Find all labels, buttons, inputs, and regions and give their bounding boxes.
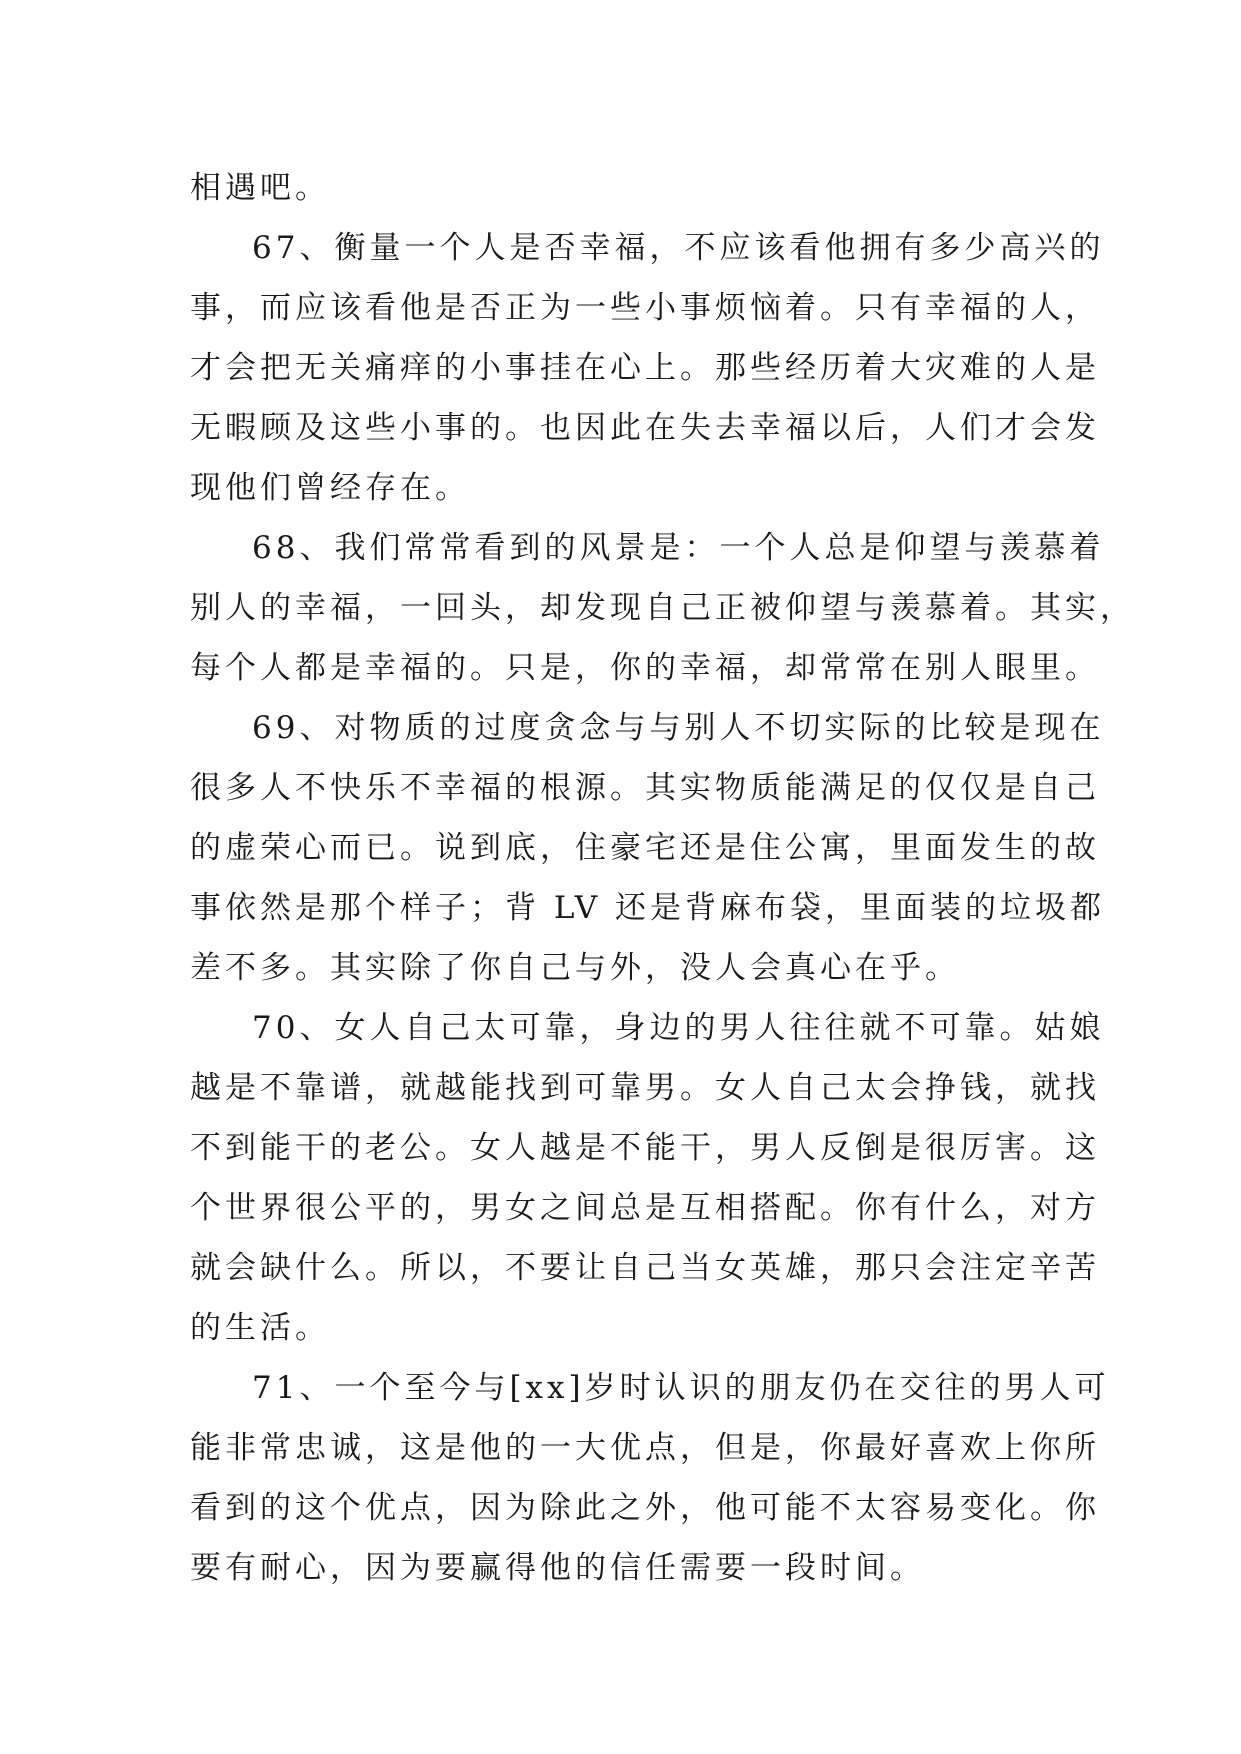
text-line: 才会把无关痛痒的小事挂在心上。那些经历着大灾难的人是 [190, 350, 1100, 386]
text-line: 越是不靠谱，就越能找到可靠男。女人自己太会挣钱，就找 [190, 1070, 1100, 1106]
text-line: 差不多。其实除了你自己与外，没人会真心在乎。 [190, 950, 960, 986]
paragraph-70-first-line: 70、女人自己太可靠，身边的男人往往就不可靠。姑娘 [252, 1010, 1105, 1046]
text-line: 个世界很公平的，男女之间总是互相搭配。你有什么，对方 [190, 1190, 1100, 1226]
text-line: 很多人不快乐不幸福的根源。其实物质能满足的仅仅是自己 [190, 770, 1100, 806]
body-text [190, 158, 1135, 1598]
text-line: 每个人都是幸福的。只是，你的幸福，却常常在别人眼里。 [190, 650, 1100, 686]
text-line: 事依然是那个样子；背 LV 还是背麻布袋，里面装的垃圾都 [190, 890, 1106, 926]
text-line: 不到能干的老公。女人越是不能干，男人反倒是很厉害。这 [190, 1130, 1100, 1166]
paragraph-69-first-line: 69、对物质的过度贪念与与别人不切实际的比较是现在 [252, 710, 1105, 746]
text-line: 要有耐心，因为要赢得他的信任需要一段时间。 [190, 1550, 925, 1586]
text-line: 事，而应该看他是否正为一些小事烦恼着。只有幸福的人， [190, 290, 1100, 326]
paragraph-71-first-line: 71、一个至今与[xx]岁时认识的朋友仍在交往的男人可 [252, 1370, 1110, 1406]
text-line: 就会缺什么。所以，不要让自己当女英雄，那只会注定辛苦 [190, 1250, 1100, 1286]
text-line: 能非常忠诚，这是他的一大优点，但是，你最好喜欢上你所 [190, 1430, 1100, 1466]
text-line: 别人的幸福，一回头，却发现自己正被仰望与羡慕着。其实， [190, 590, 1135, 626]
text-line: 现他们曾经存在。 [190, 470, 470, 506]
text-line: 的生活。 [190, 1310, 330, 1346]
text-line: 相遇吧。 [190, 170, 330, 206]
text-line: 无暇顾及这些小事的。也因此在失去幸福以后，人们才会发 [190, 410, 1100, 446]
text-line: 看到的这个优点，因为除此之外，他可能不太容易变化。你 [190, 1490, 1100, 1526]
paragraph-68-first-line: 68、我们常常看到的风景是：一个人总是仰望与羡慕着 [252, 530, 1105, 566]
paragraph-67-first-line: 67、衡量一个人是否幸福，不应该看他拥有多少高兴的 [252, 230, 1105, 266]
text-line: 的虚荣心而已。说到底，住豪宅还是住公寓，里面发生的故 [190, 830, 1100, 866]
